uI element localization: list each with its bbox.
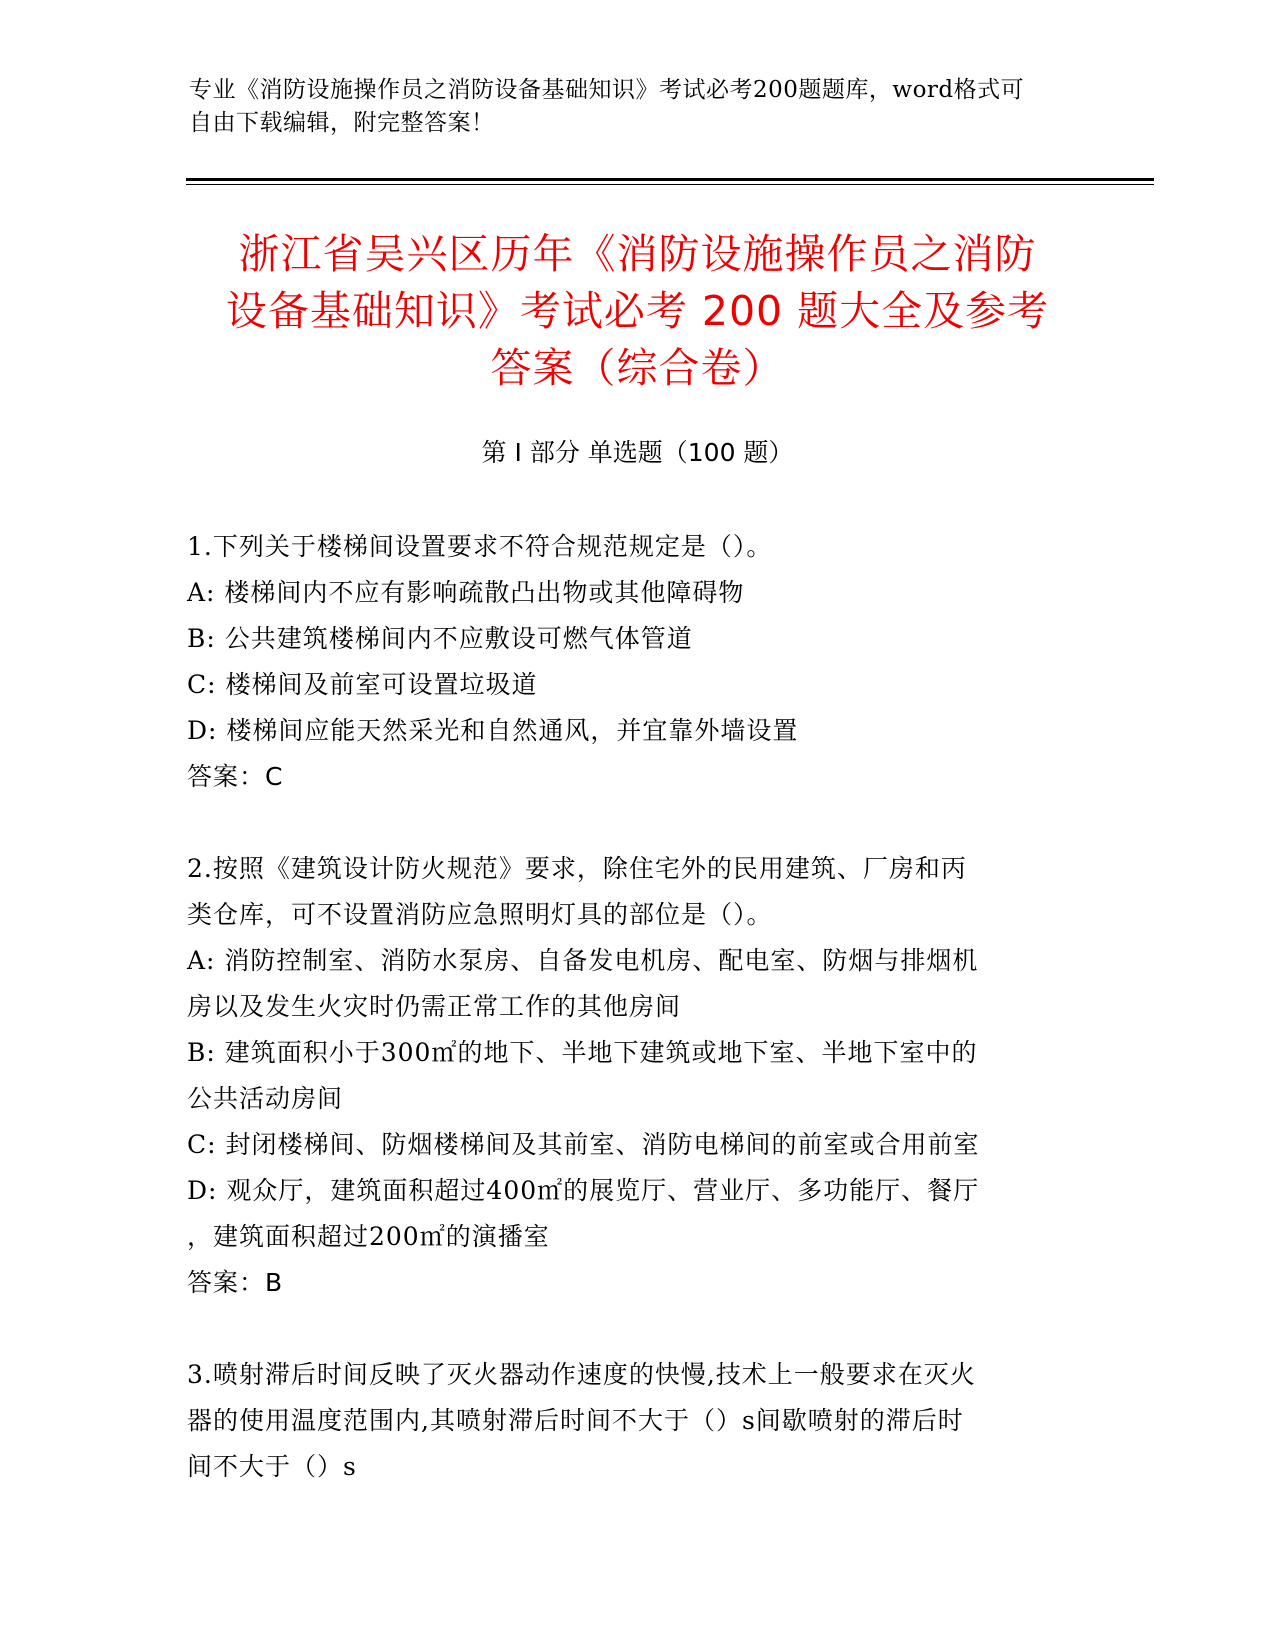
question-stem: 类仓库，可不设置消防应急照明灯具的部位是（）。 <box>187 900 773 929</box>
question-stem: 器的使用温度范围内,其喷射滞后时间不大于（）s间歇喷射的滞后时 <box>187 1406 964 1435</box>
document-title <box>150 226 1125 397</box>
title-line: 答案（综合卷） <box>490 344 785 392</box>
option-c: C: 封闭楼梯间、防烟楼梯间及其前室、消防电梯间的前室或合用前室 <box>187 1130 980 1159</box>
option-a-continued: 房以及发生火灾时仍需正常工作的其他房间 <box>187 992 682 1021</box>
section-heading: 第 I 部分 单选题（100 题） <box>481 438 794 467</box>
answer: 答案：B <box>187 1268 284 1297</box>
header-note-line: 专业《消防设施操作员之消防设备基础知识》考试必考200题题库，word格式可 <box>189 77 1025 103</box>
option-d-continued: ，建筑面积超过200㎡的演播室 <box>187 1222 550 1251</box>
question-stem: 1.下列关于楼梯间设置要求不符合规范规定是（）。 <box>187 532 773 561</box>
question-list <box>187 524 1077 1536</box>
header-note-line: 自由下载编辑，附完整答案！ <box>189 110 495 136</box>
option-b: B: 公共建筑楼梯间内不应敷设可燃气体管道 <box>187 624 693 653</box>
question-stem: 2.按照《建筑设计防火规范》要求，除住宅外的民用建筑、厂房和丙 <box>187 854 967 883</box>
title-line: 浙江省吴兴区历年《消防设施操作员之消防 <box>238 230 1037 278</box>
option-a: A: 消防控制室、消防水泵房、自备发电机房、配电室、防烟与排烟机 <box>187 946 979 975</box>
question-stem: 间不大于（）s <box>187 1452 357 1481</box>
option-c: C: 楼梯间及前室可设置垃圾道 <box>187 670 538 699</box>
question-1 <box>187 524 1077 800</box>
option-d: D: 楼梯间应能天然采光和自然通风，并宜靠外墙设置 <box>187 716 799 745</box>
title-line: 设备基础知识》考试必考 200 题大全及参考 <box>225 287 1050 335</box>
option-a: A: 楼梯间内不应有影响疏散凸出物或其他障碍物 <box>187 578 745 607</box>
header-note <box>189 74 1069 140</box>
question-2 <box>187 846 1077 1306</box>
header-divider-thin <box>186 184 1154 185</box>
question-stem: 3.喷射滞后时间反映了灭火器动作速度的快慢,技术上一般要求在灭火 <box>187 1360 976 1389</box>
option-b: B: 建筑面积小于300㎡的地下、半地下建筑或地下室、半地下室中的 <box>187 1038 978 1067</box>
answer: 答案：C <box>187 762 284 791</box>
header-divider-thick <box>186 178 1154 181</box>
question-3 <box>187 1352 1077 1490</box>
option-b-continued: 公共活动房间 <box>187 1084 344 1113</box>
option-d: D: 观众厅，建筑面积超过400㎡的展览厅、营业厅、多功能厅、餐厅 <box>187 1176 980 1205</box>
